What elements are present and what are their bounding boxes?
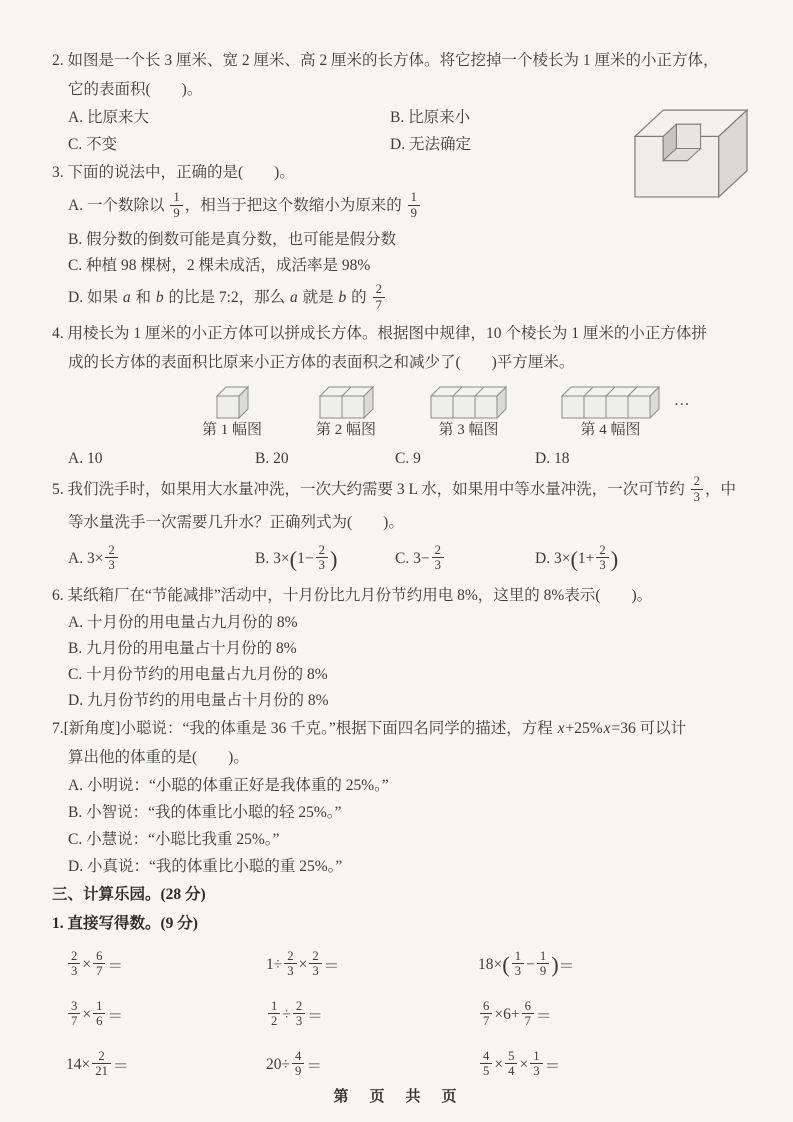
- math-variable: a: [290, 289, 298, 307]
- cube-strip-3-icon: [430, 386, 507, 419]
- q4-option-c: C. 9: [395, 450, 421, 468]
- q5-option-a: A. 3× $\frac{2}{3}$: [68, 543, 255, 576]
- calc-item-9: $\frac{4}{5}$ × $\frac{5}{4}$ × $\frac{1}{3}$ ＝: [478, 1040, 757, 1090]
- notched-cuboid-icon: [622, 98, 760, 204]
- fraction: $\frac{1}{9}$: [170, 190, 182, 220]
- question-7: [52, 714, 757, 880]
- fraction: $\frac{5}{4}$: [505, 1049, 517, 1079]
- footer-page-number: 第 页 共 页: [333, 1089, 460, 1105]
- fraction: $\frac{2}{3}$: [309, 949, 321, 979]
- big-paren: (: [570, 546, 578, 572]
- q4-figure-3-label: 第 3 幅图: [438, 422, 499, 439]
- fraction: $\frac{1}{9}$: [537, 949, 549, 979]
- q7-options: [52, 772, 757, 880]
- q5-line1: 5. 我们洗手时，如果用大水量冲洗，一次大约需要 3 L 水，如果用中等水量冲洗，一次可节约 $\frac{2}{3}$ ，中: [52, 474, 737, 504]
- q3-line1: 3. 下面的说法中，正确的是( )。: [52, 164, 295, 181]
- q4-line2: 成的长方体的表面积比原来小正方体的表面积之和减少了( )平方厘米。: [68, 354, 575, 372]
- fraction: $\frac{1}{6}$: [93, 999, 105, 1029]
- calc-item-8: 20÷ $\frac{4}{9}$ ＝: [266, 1048, 322, 1079]
- section-3-sub1: 1. 直接写得数。(9 分): [52, 915, 198, 933]
- fraction: $\frac{1}{3}$: [512, 949, 524, 979]
- q7-option-d: D. 小真说：“我的体重比小聪的重 25%。”: [68, 858, 343, 876]
- q4-figure-2: [316, 386, 376, 441]
- q3-option-a: A. 一个数除以 $\frac{1}{9}$ ，相当于把这个数缩小为原来的 $\frac{1}{9}$: [68, 187, 757, 227]
- q4-option-a: A. 10: [68, 450, 103, 468]
- q4-figure-1-label: 第 1 幅图: [202, 422, 263, 439]
- q4-figure-1: [202, 386, 262, 441]
- q7-option-b: B. 小智说：“我的体重比小聪的轻 25%。”: [68, 804, 342, 822]
- q5-options: [52, 537, 757, 581]
- q6-option-b: B. 九月份的用电量占十月份的 8%: [68, 640, 297, 658]
- q7-option-a: A. 小明说：“小聪的体重正好是我体重的 25%。”: [68, 777, 389, 795]
- math-variable: b: [338, 289, 347, 307]
- fraction: $\frac{2}{3}$: [316, 543, 328, 573]
- q2-cuboid-figure: [622, 98, 760, 209]
- q4-figure-3: [430, 386, 507, 441]
- fraction: $\frac{3}{7}$: [68, 999, 80, 1029]
- cube-strip-1-icon: [216, 386, 249, 419]
- fraction: $\frac{6}{7}$: [93, 949, 105, 979]
- q3-option-d: D. 如果 a 和 b 的比是 7:2，那么 a 就是 b 的 $\frac{2}{7}$: [68, 279, 757, 319]
- q6-option-c: C. 十月份节约的用电量占九月份的 8%: [68, 666, 328, 684]
- fraction: $\frac{2}{7}$: [373, 282, 385, 312]
- calc-grid: [52, 940, 757, 1090]
- q4-figure-4-label: 第 4 幅图: [580, 422, 641, 439]
- q3-option-b: B. 假分数的倒数可能是真分数，也可能是假分数: [68, 231, 397, 249]
- q4-figure-2-label: 第 2 幅图: [316, 422, 377, 439]
- q4-option-b: B. 20: [255, 450, 289, 468]
- q4-figure-4: [561, 386, 660, 441]
- q2-option-c: C. 不变: [68, 136, 118, 153]
- big-paren: ): [610, 546, 619, 572]
- calc-item-7: 14× $\frac{2}{21}$ ＝: [66, 1048, 129, 1079]
- q6-options: [52, 610, 757, 714]
- q7-line1: 7.[新角度]小聪说：“我的体重是 36 千克。”根据下面四名同学的描述，方程 x+25%x=36 可以计: [52, 720, 687, 738]
- cube-strip-4-icon: [561, 386, 660, 419]
- big-paren: (: [289, 546, 298, 572]
- question-4: [52, 319, 757, 472]
- question-5: [52, 472, 757, 581]
- q3-option-c: C. 种植 98 棵树，2 棵未成活，成活率是 98%: [68, 257, 371, 275]
- calc-item-2: 1÷ $\frac{2}{3}$ × $\frac{2}{3}$ ＝: [266, 948, 340, 979]
- fraction: $\frac{4}{5}$: [480, 1049, 492, 1079]
- calc-item-3: 18× ( $\frac{1}{3}$ − $\frac{1}{9}$ ) ＝: [478, 948, 575, 979]
- big-paren: (: [502, 952, 510, 978]
- fraction: $\frac{2}{3}$: [432, 543, 444, 573]
- math-variable: a: [122, 289, 131, 307]
- calc-item-1: $\frac{2}{3}$ × $\frac{6}{7}$ ＝: [66, 940, 266, 990]
- q4-options: [52, 445, 757, 472]
- fraction: $\frac{1}{2}$: [268, 999, 280, 1029]
- q2-option-a: A. 比原来大: [68, 109, 149, 126]
- q4-ellipsis: …: [674, 392, 692, 410]
- calc-item-5: $\frac{1}{2}$ ÷ $\frac{2}{3}$ ＝: [266, 990, 478, 1040]
- q2-line2: 它的表面积( )。: [68, 81, 203, 98]
- big-paren: ): [329, 546, 338, 572]
- fraction: $\frac{1}{9}$: [408, 190, 420, 220]
- q5-option-d: D. 3×(1+ $\frac{2}{3}$ ): [535, 542, 619, 573]
- fraction: $\frac{1}{3}$: [530, 1049, 542, 1079]
- fraction: $\frac{2}{3}$: [68, 949, 80, 979]
- fraction: $\frac{6}{7}$: [522, 999, 534, 1029]
- math-variable: x: [603, 720, 611, 738]
- math-variable: x: [557, 720, 565, 738]
- fraction: $\frac{6}{7}$: [480, 999, 492, 1029]
- fraction: $\frac{4}{9}$: [292, 1049, 304, 1079]
- q5-line2: 等水量洗手一次需要几升水？正确列式为( )。: [68, 514, 404, 532]
- big-paren: ): [551, 952, 559, 978]
- q6-line1: 6. 某纸箱厂在“节能减排”活动中，十月份比九月份节约用电 8%，这里的 8%表示( )。: [52, 587, 653, 605]
- q4-option-d: D. 18: [535, 450, 570, 468]
- fraction: $\frac{2}{3}$: [105, 543, 117, 573]
- q5-option-c: C. 3− $\frac{2}{3}$: [395, 543, 535, 576]
- q6-option-d: D. 九月份节约的用电量占十月份的 8%: [68, 692, 329, 710]
- q2-option-b: B. 比原来小: [390, 109, 471, 126]
- q2-line1: 2. 如图是一个长 3 厘米、宽 2 厘米、高 2 厘米的长方体。将它挖掉一个棱长为 1 厘米的小正方体，: [52, 52, 719, 69]
- q4-line1: 4. 用棱长为 1 厘米的小正方体可以拼成长方体。根据图中规律，10 个棱长为 1 厘米的小正方体拼: [52, 325, 707, 343]
- calc-item-6: $\frac{6}{7}$ ×6+ $\frac{6}{7}$ ＝: [478, 990, 757, 1040]
- cube-strip-2-icon: [319, 386, 374, 419]
- q4-figure-row: [52, 383, 757, 441]
- q7-option-c: C. 小慧说：“小聪比我重 25%。”: [68, 831, 280, 849]
- fraction: $\frac{2}{21}$: [92, 1049, 111, 1079]
- section-3: [52, 880, 757, 1090]
- question-6: [52, 581, 757, 714]
- fraction: $\frac{2}{3}$: [691, 474, 703, 504]
- q6-option-a: A. 十月份的用电量占九月份的 8%: [68, 614, 298, 632]
- math-variable: b: [155, 289, 164, 307]
- fraction: $\frac{2}{3}$: [293, 999, 305, 1029]
- calc-item-4: $\frac{3}{7}$ × $\frac{1}{6}$ ＝: [66, 990, 266, 1040]
- q7-line2: 算出他的体重的是( )。: [68, 749, 249, 767]
- q5-option-b: B. 3×(1− $\frac{2}{3}$ ): [255, 542, 338, 573]
- section-3-title: 三、计算乐园。(28 分): [52, 886, 206, 904]
- fraction: $\frac{2}{3}$: [284, 949, 296, 979]
- fraction: $\frac{2}{3}$: [596, 543, 608, 573]
- q2-option-d: D. 无法确定: [390, 136, 471, 153]
